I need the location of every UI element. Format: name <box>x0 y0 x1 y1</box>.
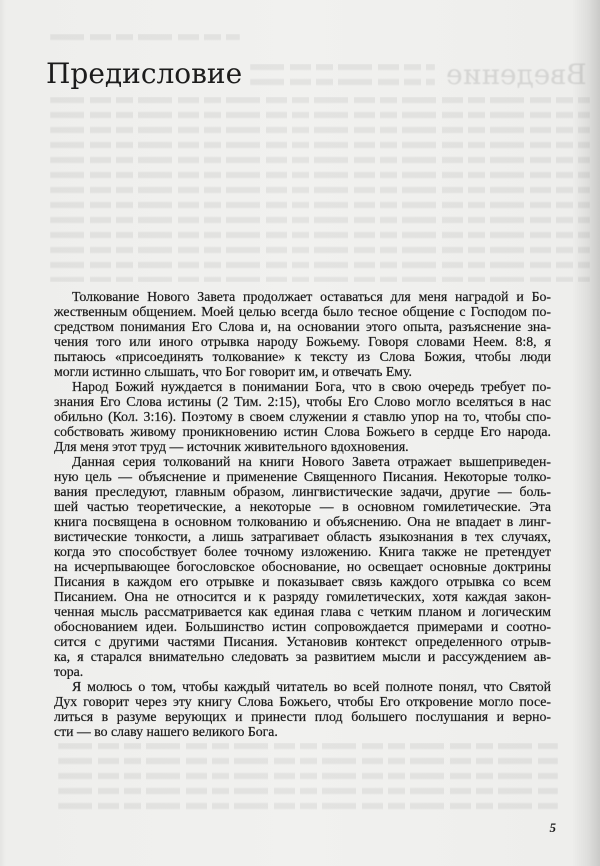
text-line: средством понимания Его Слова и, на основании этого опыта, разъяснение зна- <box>54 319 551 334</box>
text-line: Толкование Нового Завета продолжает оставаться для меня наградой и Бо- <box>72 289 551 304</box>
text-line: литься в разуме верующих и принести плод большего послушания и верно- <box>54 709 551 724</box>
page-number: 5 <box>549 820 556 835</box>
paragraph <box>54 289 551 379</box>
text-line: Для меня этот труд — источник живительного вдохновения. <box>54 439 409 454</box>
bleed-through-text <box>50 34 240 42</box>
text-line: ченная мысль рассматривается как единая глава с четким планом и логическим <box>54 604 551 619</box>
body-text <box>54 289 551 739</box>
text-line: Писанием. Она не относится и к разряду гомилетических, хотя каждая закон- <box>54 589 551 604</box>
text-line: шей частью теоретические, а некоторые — в основном гомилетические. Эта <box>54 499 551 514</box>
text-line: сится с другими частями Писания. Установив контекст определенного отрыв- <box>54 634 551 649</box>
text-line: знания Его Слова истины (2 Тим. 2:15), чтобы Его Слово могло вселяться в нас <box>54 394 551 409</box>
text-line: тора. <box>54 664 84 679</box>
bleed-through-text <box>50 97 590 282</box>
text-line: Писания в каждом его отрывке и показывает связь каждого отрывка со всем <box>54 574 551 589</box>
paragraph <box>54 379 551 454</box>
bleed-through-text <box>58 743 558 817</box>
paragraph <box>54 454 551 679</box>
text-line: вистические тонкости, а лишь затрагивает область языкознания в тех случаях, <box>54 529 551 544</box>
page-title: Предисловие <box>46 57 243 90</box>
text-line: когда это способствует более точному изложению. Книга также не претендует <box>54 544 551 559</box>
text-line: Данная серия толкований на книги Нового Завета отражает вышеприведен- <box>72 454 551 469</box>
text-line: ка, я старался внимательно следовать за развитием мысли и рассуждением ав- <box>54 649 551 664</box>
text-line: чения того или иного отрывка народу Божьему. Говоря словами Неем. 8:8, я <box>54 334 551 349</box>
paragraph <box>54 679 551 739</box>
text-line: собствовать живому проникновению истин Слова Божьего в сердце Его народа. <box>54 424 551 439</box>
text-line: обильно (Кол. 3:16). Поэтому в своем служении я ставлю упор на то, чтобы спо- <box>54 409 551 424</box>
text-line: на исчерпывающее богословское обоснование, но освещает основные доктрины <box>54 559 551 574</box>
text-line: книга посвящена в основном толкованию и объяснению. Она не впадает в линг- <box>54 514 551 529</box>
text-line: Народ Божий нуждается в понимании Бога, что в свою очередь требует по- <box>72 379 551 394</box>
text-line: сти — во славу нашего великого Бога. <box>54 724 278 739</box>
text-line: Я молюсь о том, чтобы каждый читатель во всей полноте понял, что Святой <box>72 679 551 694</box>
bleed-through-text <box>250 64 435 94</box>
text-line: ную цель — объяснение и применение Священного Писания. Некоторые толко- <box>54 469 551 484</box>
bleed-through-heading: Введение <box>446 58 587 91</box>
text-line: могли истинно слышать, что Бог говорит им, и отвечать Ему. <box>54 364 412 379</box>
text-line: обоснованием идеи. Большинство истин сопровождается примерами и соотно- <box>54 619 551 634</box>
text-line: вания преследуют, главным образом, лингвистические задачи, другие — боль- <box>54 484 551 499</box>
text-line: Дух говорит через эту книгу Слова Божьего, чтобы Его откровение могло посе- <box>54 694 551 709</box>
text-line: жественным общением. Моей целью всегда было тесное общение с Господом по- <box>54 304 551 319</box>
text-line: пытаюсь «присоединять толкование» к тексту из Слова Божия, чтобы люди <box>54 349 551 364</box>
